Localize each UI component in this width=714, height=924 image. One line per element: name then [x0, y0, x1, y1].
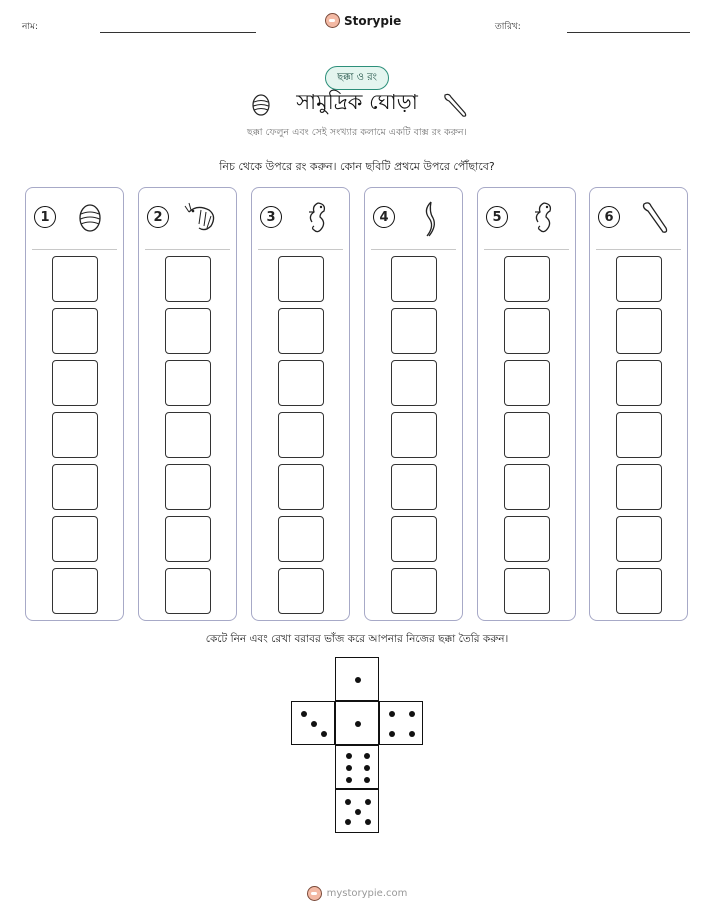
name-line[interactable] — [100, 32, 256, 33]
color-box[interactable] — [616, 360, 662, 406]
dice-pip — [345, 819, 351, 825]
dice-pip — [389, 731, 395, 737]
shrimp-icon — [183, 198, 223, 238]
column-number: 4 — [373, 206, 395, 228]
column-5 — [477, 187, 576, 621]
color-box[interactable] — [504, 256, 550, 302]
footer — [0, 886, 714, 901]
page-title: সামুদ্রিক ঘোড়া — [296, 90, 418, 114]
dice-pip — [364, 765, 370, 771]
seahorse-icon — [296, 198, 336, 238]
color-box[interactable] — [165, 256, 211, 302]
sea-cucumber-icon — [441, 91, 471, 119]
color-box[interactable] — [278, 412, 324, 458]
game-badge: ছক্কা ও রং — [325, 66, 389, 90]
color-box[interactable] — [391, 568, 437, 614]
color-box[interactable] — [616, 568, 662, 614]
clam-shell-icon — [70, 198, 110, 238]
color-box[interactable] — [504, 412, 550, 458]
instruction-text: নিচ থেকে উপরে রং করুন। কোন ছবিটি প্রথমে উপরে পৌঁছাবে? — [219, 160, 495, 173]
column-number: 1 — [34, 206, 56, 228]
dice-pip — [355, 677, 361, 683]
dice-pip — [409, 731, 415, 737]
footer-url: mystorypie.com — [326, 888, 408, 899]
column-divider — [596, 249, 681, 250]
color-box[interactable] — [278, 308, 324, 354]
dice-pip — [346, 777, 352, 783]
color-box[interactable] — [616, 256, 662, 302]
dice-pip — [355, 721, 361, 727]
color-box[interactable] — [504, 516, 550, 562]
dice-face-3 — [291, 701, 335, 745]
color-box[interactable] — [278, 256, 324, 302]
color-box[interactable] — [165, 360, 211, 406]
column-number: 6 — [598, 206, 620, 228]
color-box[interactable] — [52, 516, 98, 562]
dice-pip — [365, 799, 371, 805]
column-divider — [484, 249, 569, 250]
color-box[interactable] — [52, 464, 98, 510]
color-box[interactable] — [616, 516, 662, 562]
storypie-logo — [325, 13, 401, 28]
storypie-mascot-icon — [325, 13, 340, 28]
column-divider — [145, 249, 230, 250]
column-2 — [138, 187, 237, 621]
color-box[interactable] — [165, 516, 211, 562]
color-box[interactable] — [391, 516, 437, 562]
color-box[interactable] — [278, 568, 324, 614]
color-box[interactable] — [391, 360, 437, 406]
column-divider — [258, 249, 343, 250]
color-box[interactable] — [504, 308, 550, 354]
sea-cucumber-icon — [634, 198, 674, 238]
dice-pip — [301, 711, 307, 717]
column-divider — [32, 249, 117, 250]
column-number: 2 — [147, 206, 169, 228]
color-box[interactable] — [165, 412, 211, 458]
dice-pip — [355, 809, 361, 815]
color-box[interactable] — [504, 568, 550, 614]
column-number: 5 — [486, 206, 508, 228]
dice-pip — [364, 777, 370, 783]
color-box[interactable] — [165, 568, 211, 614]
color-box[interactable] — [52, 568, 98, 614]
dice-pip — [346, 765, 352, 771]
color-box[interactable] — [616, 464, 662, 510]
name-label: নাম: — [22, 22, 39, 32]
color-box[interactable] — [391, 256, 437, 302]
color-box[interactable] — [278, 464, 324, 510]
logo-text: Storypie — [344, 13, 402, 28]
date-line[interactable] — [567, 32, 690, 33]
dice-face-6 — [335, 745, 379, 789]
color-box[interactable] — [165, 464, 211, 510]
column-3 — [251, 187, 350, 621]
dice-pip — [364, 753, 370, 759]
dice-pip — [365, 819, 371, 825]
dice-face-1 — [335, 701, 379, 745]
color-box[interactable] — [52, 412, 98, 458]
color-box[interactable] — [391, 308, 437, 354]
column-number: 3 — [260, 206, 282, 228]
dice-pip — [346, 753, 352, 759]
dice-face-4 — [379, 701, 423, 745]
dice-pip — [345, 799, 351, 805]
color-box[interactable] — [52, 256, 98, 302]
storypie-mascot-icon — [307, 886, 322, 901]
cut-instruction: কেটে নিন এবং রেখা বরাবর ভাঁজ করে আপনার নিজের ছক্কা তৈরি করুন। — [205, 633, 509, 645]
dice-pip — [409, 711, 415, 717]
color-box[interactable] — [391, 464, 437, 510]
color-box[interactable] — [278, 516, 324, 562]
dice-pip — [321, 731, 327, 737]
page-subtitle: ছক্কা ফেলুন এবং সেই সংখ্যার কলামে একটি বাক্স রং করুন। — [247, 127, 467, 138]
color-box[interactable] — [616, 412, 662, 458]
date-label: তারিখ: — [495, 22, 521, 32]
column-1 — [25, 187, 124, 621]
seahorse-icon — [522, 198, 562, 238]
column-4 — [364, 187, 463, 621]
color-box[interactable] — [504, 360, 550, 406]
dice-face-1 — [335, 657, 379, 701]
column-6 — [589, 187, 688, 621]
color-box[interactable] — [52, 360, 98, 406]
color-box[interactable] — [278, 360, 324, 406]
dice-pip — [389, 711, 395, 717]
color-box[interactable] — [504, 464, 550, 510]
seaweed-icon — [409, 198, 449, 238]
dice-face-5 — [335, 789, 379, 833]
color-box[interactable] — [391, 412, 437, 458]
color-box[interactable] — [52, 308, 98, 354]
color-box[interactable] — [165, 308, 211, 354]
column-divider — [371, 249, 456, 250]
color-box[interactable] — [616, 308, 662, 354]
dice-pip — [311, 721, 317, 727]
